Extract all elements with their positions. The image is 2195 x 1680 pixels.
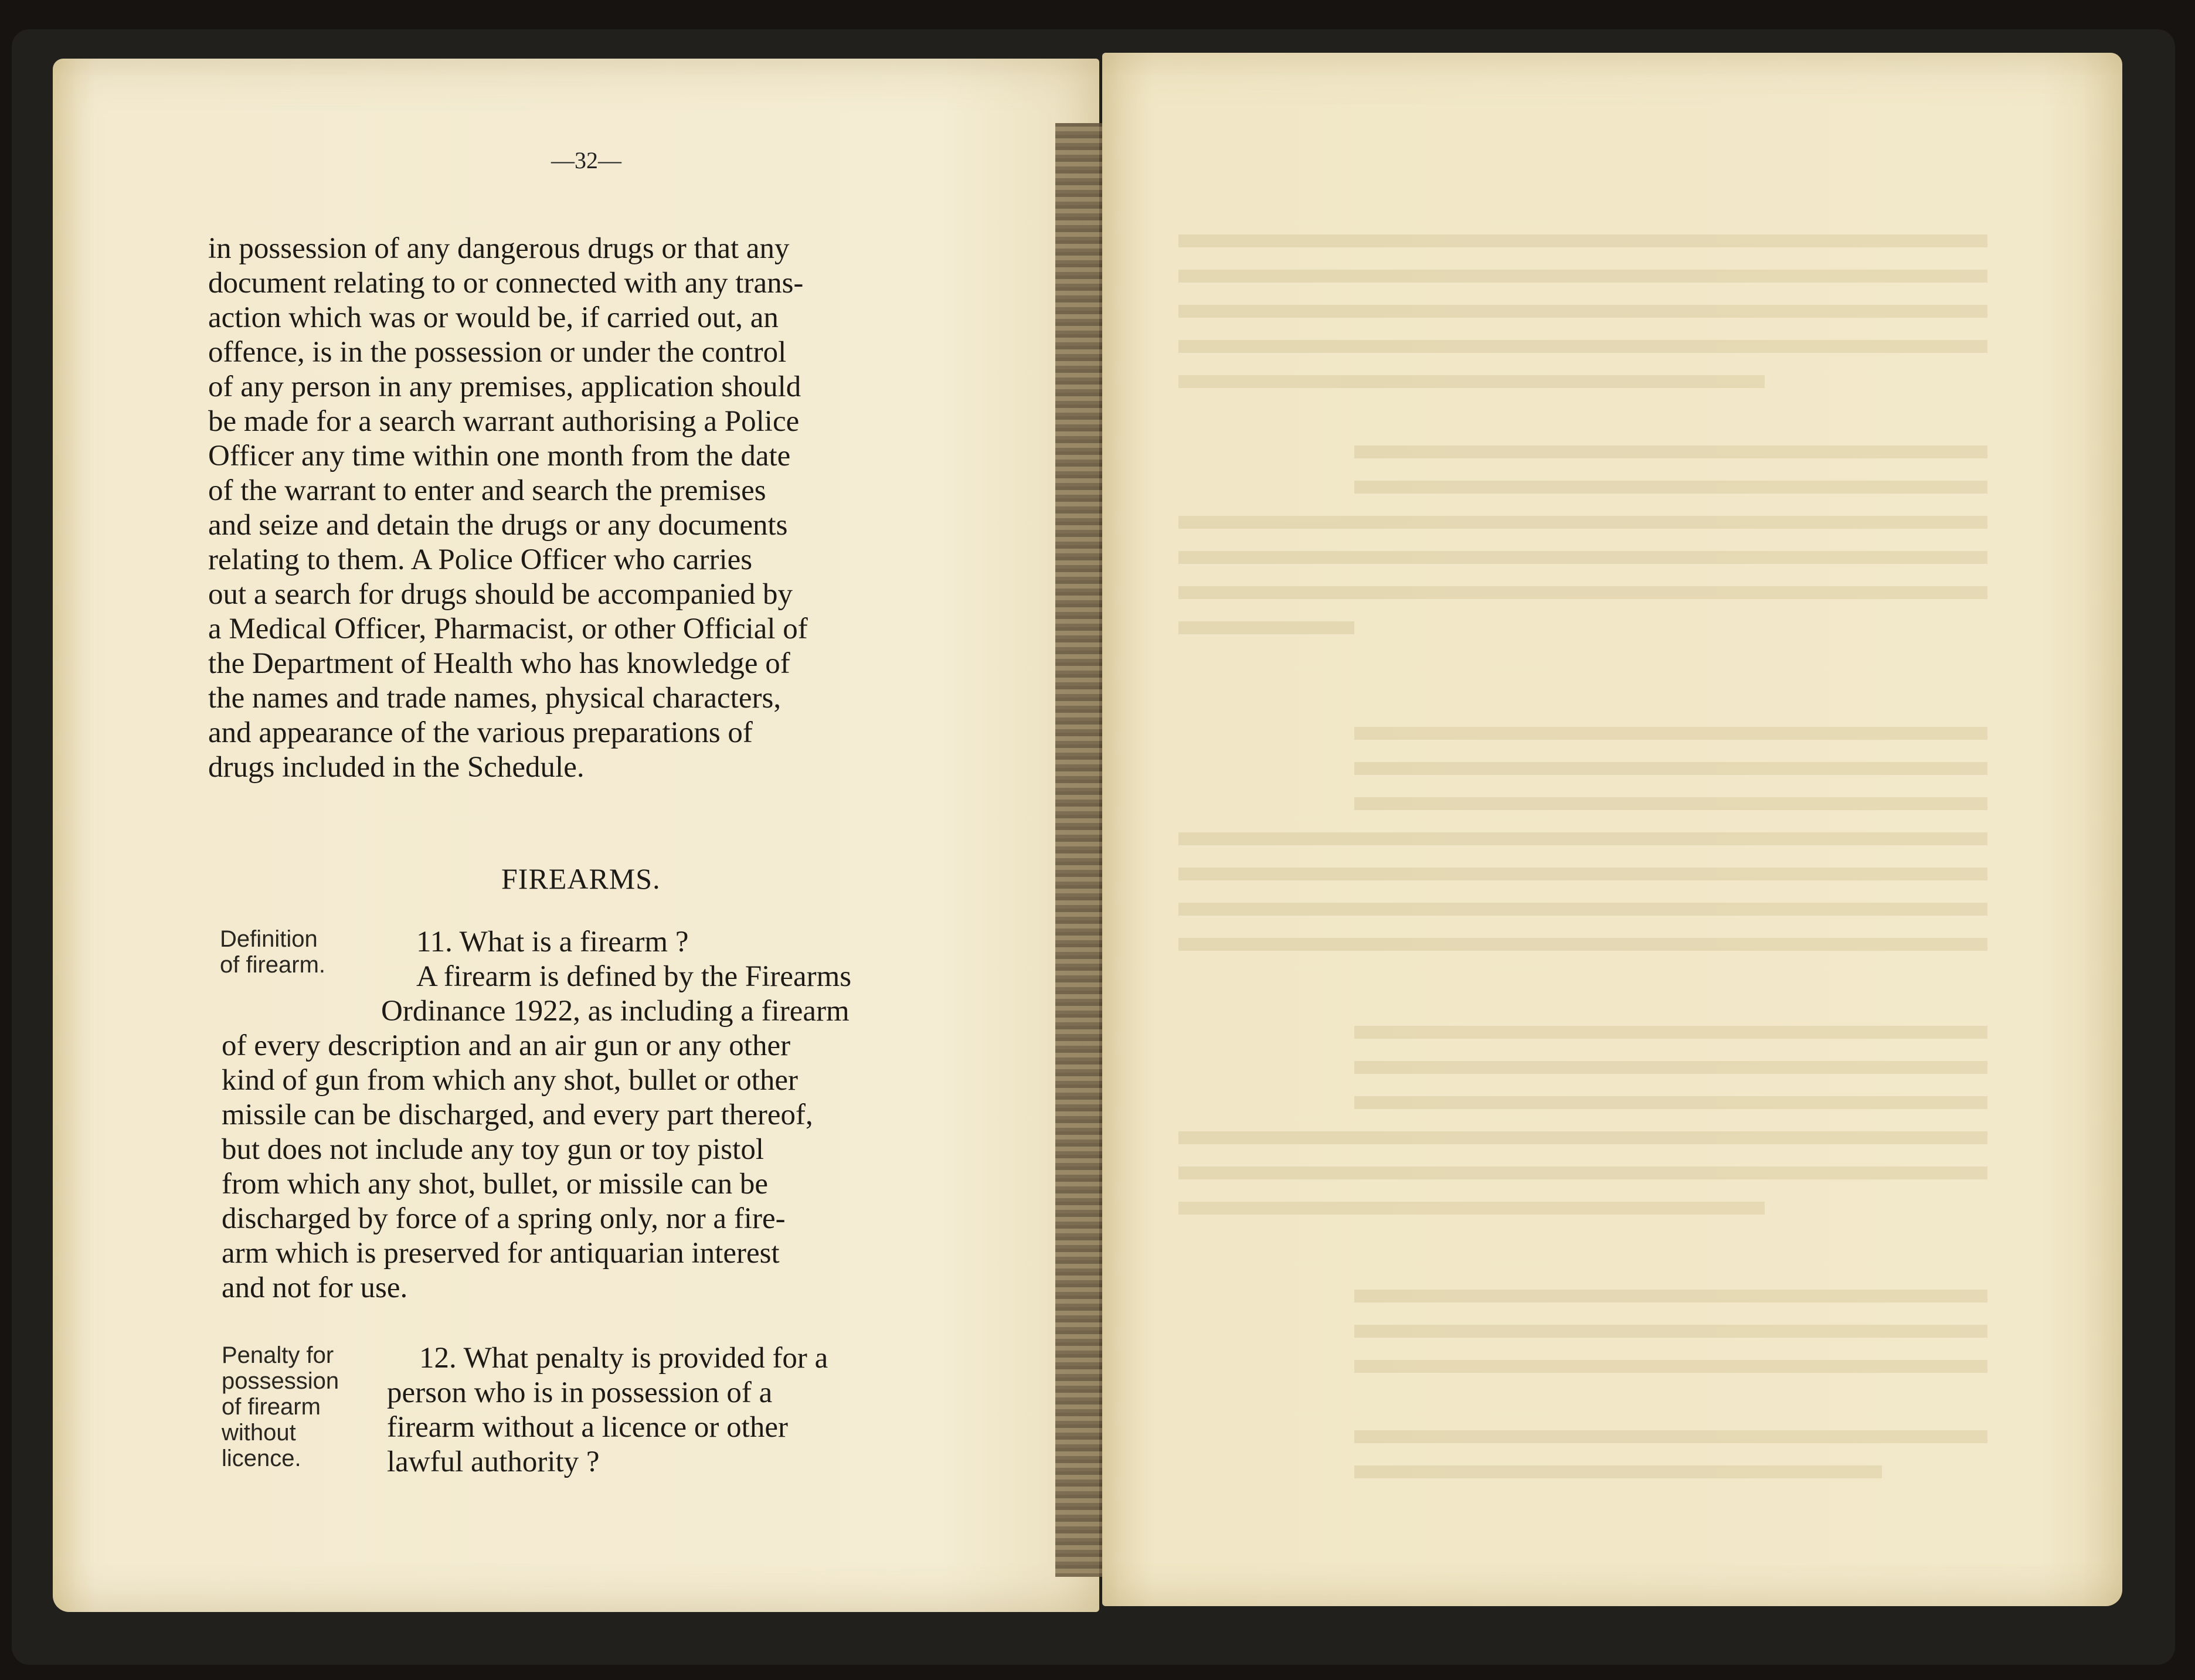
margin-note-definition [220, 926, 325, 978]
margin-line: of firearm [222, 1394, 321, 1420]
margin-line: Definition [220, 926, 318, 952]
text-line: and appearance of the various preparations of [208, 716, 753, 749]
intro-paragraph [208, 232, 997, 785]
book-spine [1055, 123, 1102, 1577]
text-line: in possession of any dangerous drugs or that any [208, 232, 790, 265]
text-line: from which any shot, bullet, or missile can be [222, 1168, 768, 1201]
text-line: action which was or would be, if carried out, an [208, 301, 779, 334]
section-heading: FIREARMS. [501, 862, 661, 895]
text-line: discharged by force of a spring only, nor a fire- [222, 1202, 786, 1235]
text-line: the Department of Health who has knowledge of [208, 647, 790, 680]
text-line: kind of gun from which any shot, bullet or other [222, 1064, 798, 1097]
text-line: document relating to or connected with any trans- [208, 267, 804, 300]
margin-note-penalty [222, 1342, 339, 1471]
answer-line: A firearm is defined by the Firearms [416, 960, 852, 993]
bleed-through-texture [1178, 223, 1999, 1512]
text-line: and not for use. [222, 1271, 408, 1304]
question-text: 11. What is a firearm ? [416, 926, 689, 958]
answer-line: Ordinance 1922, as including a firearm [381, 995, 850, 1028]
margin-line: Penalty for [222, 1342, 334, 1368]
text-line: a Medical Officer, Pharmacist, or other Official of [208, 613, 808, 645]
text-line: and seize and detain the drugs or any documents [208, 509, 788, 542]
text-line: arm which is preserved for antiquarian interest [222, 1237, 780, 1270]
text-line: but does not include any toy gun or toy pistol [222, 1133, 764, 1166]
text-line: of any person in any premises, application should [208, 370, 801, 403]
text-line: drugs included in the Schedule. [208, 751, 585, 784]
text-line: missile can be discharged, and every part thereof, [222, 1099, 813, 1131]
text-line: be made for a search warrant authorising a Police [208, 405, 800, 438]
question-text: 12. What penalty is provided for a [419, 1342, 828, 1375]
margin-line: possession [222, 1368, 339, 1394]
margin-line: of firearm. [220, 952, 326, 978]
text-line: of the warrant to enter and search the premises [208, 474, 766, 507]
question-11 [381, 925, 1000, 1029]
question-12 [387, 1341, 1003, 1480]
text-line: offence, is in the possession or under the control [208, 336, 787, 369]
margin-line: licence. [222, 1446, 301, 1471]
text-line: the names and trade names, physical characters, [208, 682, 781, 715]
text-line: Officer any time within one month from the date [208, 440, 791, 472]
text-line: of every description and an air gun or any other [222, 1029, 791, 1062]
text-line: out a search for drugs should be accompanied by [208, 578, 793, 611]
text-line: firearm without a licence or other [387, 1411, 788, 1444]
question-11-definition [222, 1029, 1001, 1305]
margin-line: without [222, 1420, 296, 1446]
text-line: person who is in possession of a [387, 1376, 773, 1409]
text-line: relating to them. A Police Officer who carries [208, 543, 753, 576]
text-line: lawful authority ? [387, 1446, 600, 1478]
page-number: —32— [551, 147, 621, 174]
